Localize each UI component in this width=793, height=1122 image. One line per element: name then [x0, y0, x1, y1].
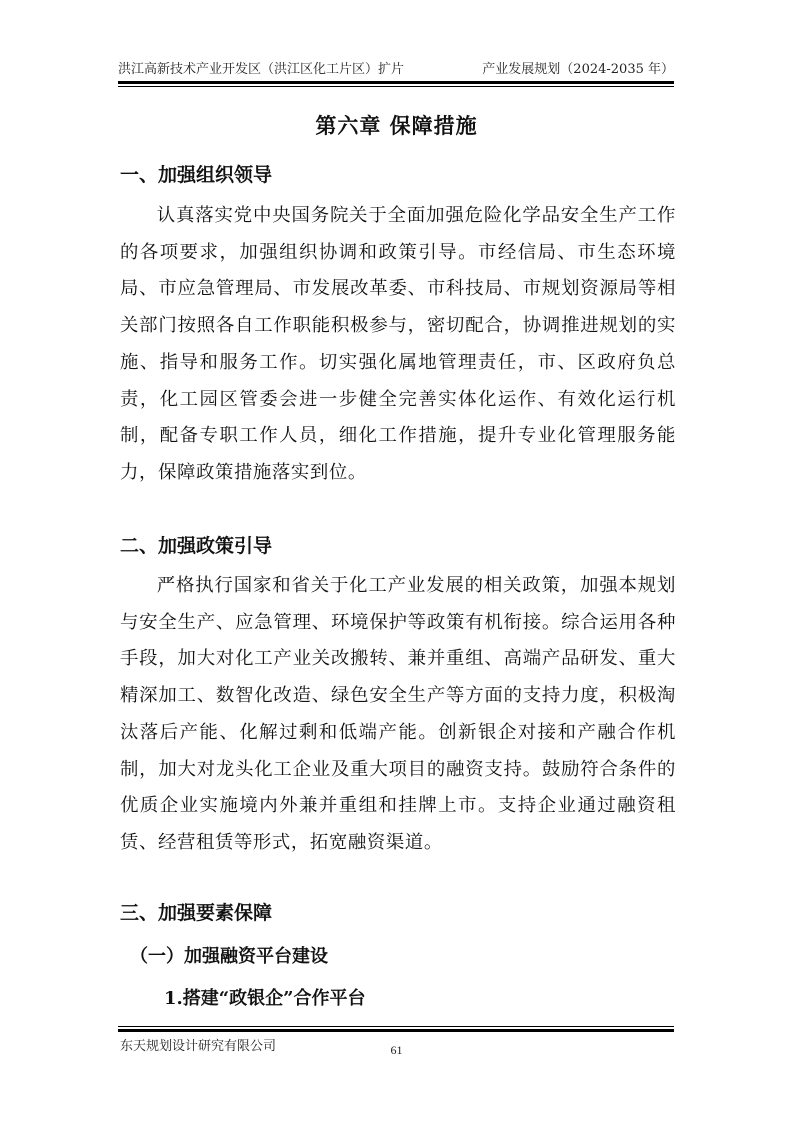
section-heading-factors: 三、加强要素保障 — [120, 902, 273, 924]
header-right-title: 产业发展规划（2024-2035 年） — [482, 61, 674, 77]
section-paragraph-policy: 严格执行国家和省关于化工产业发展的相关政策，加强本规划与安全生产、应急管理、环境保护等政策有机衔接。综合运用各种手段，加大对化工产业关改搬转、兼并重组、高端产品研发、重大精深加工、数智化改造、绿色安全生产等方面的支持力度，积极淘汰落后产能、化解过剩和低端产能。创新银企对接和产融合作机制，加大对龙头化工企业及重大项目的融资支持。鼓励符合条件的优质企业实施境内外兼并重组和挂牌上市。支持企业通过融资租赁、经营租赁等形式，拓宽融资渠道。 — [120, 575, 676, 853]
footer-rule-thin — [118, 1026, 674, 1027]
header-rule-thick — [118, 81, 674, 84]
page-number: 61 — [390, 1043, 403, 1057]
subsection-heading-financing: （一）加强融资平台建设 — [130, 946, 328, 967]
section-heading-organization: 一、加强组织领导 — [120, 164, 273, 186]
page-header — [118, 56, 674, 78]
subsubsection-heading-platform: 1.搭建“政银企”合作平台 — [164, 988, 366, 1009]
section-heading-policy: 二、加强政策引导 — [120, 535, 273, 557]
chapter-title: 第六章 保障措施 — [315, 114, 478, 138]
header-left-title: 洪江高新技术产业开发区（洪江区化工片区）扩片 — [118, 61, 405, 77]
footer-rule-thick — [118, 1029, 674, 1032]
footer-company: 东天规划设计研究有限公司 — [120, 1039, 277, 1054]
section-paragraph-organization: 认真落实党中央国务院关于全面加强危险化学品安全生产工作的各项要求，加强组织协调和政策引导。市经信局、市生态环境局、市应急管理局、市发展改革委、市科技局、市规划资源局等相关部门按照各自工作职能积极参与，密切配合，协调推进规划的实施、指导和服务工作。切实强化属地管理责任，市、区政府负总责，化工园区管委会进一步健全完善实体化运作、有效化运行机制，配备专职工作人员，细化工作措施，提升专业化管理服务能力，保障政策措施落实到位。 — [120, 205, 676, 483]
header-rule-thin — [118, 86, 674, 87]
